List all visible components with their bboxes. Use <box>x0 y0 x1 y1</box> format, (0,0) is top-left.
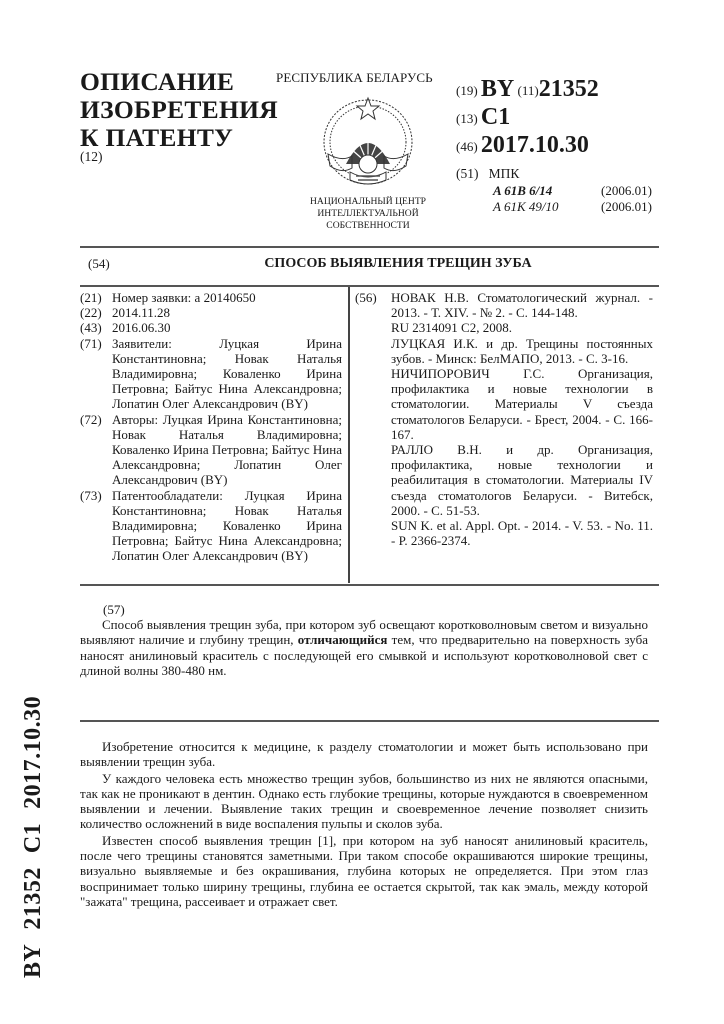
ipc-row <box>456 166 519 182</box>
title-line: ОПИСАНИЕ <box>80 67 235 96</box>
inid-code: (73) <box>80 487 102 503</box>
inid-code-19: (19) <box>456 83 478 98</box>
inid-code-13: (13) <box>456 111 478 126</box>
title-line: ИЗОБРЕТЕНИЯ <box>80 95 278 124</box>
ipc-code: A 61K 49/10 <box>493 199 559 214</box>
publication-date: 2017.10.30 <box>480 132 589 158</box>
divider <box>80 720 659 722</box>
patent-number: 21352 <box>538 76 599 102</box>
ipc-version: (2006.01) <box>601 183 652 198</box>
inid-code-56: (56) <box>355 290 377 305</box>
description-paragraph: Известен способ выявления трещин [1], при котором на зуб наносят анилиновый краситель, после чего трещины становятся заметными. При таком способе окрашиваются широкие трещины, визуально выявляемые и без окрашивания, глубина которых не определяется. При этом глаз воспринимает только ширину трещины, глубина ее остается скрытой, так как эмаль, между которой "зажата" трещина, рассеивает и отражает свет. <box>80 832 648 909</box>
filing-date: 2014.11.28 <box>112 305 171 321</box>
abstract-text-part: тем, что предварительно на поверхность зуба наносят анилиновый краситель с последующей его смывкой и используют коротковолновой свет с длиной волны 380-480 нм. <box>80 632 648 678</box>
description-paragraph: У каждого человека есть множество трещин зубов, большинство из них не являются опасными, так как не проникают в дентин. Однако есть глубокие трещины, которые нуждаются в своевременном выявлении и лечении. Выявление таких трещин и своевременное лечение позволяет снизить количество осложнений в виде воспаления пульпы и сколов зуба. <box>80 770 648 832</box>
reference-item: НОВАК Н.В. Стоматологический журнал. - 2013. - Т. XIV. - № 2. - С. 144-148. <box>391 290 653 321</box>
divider <box>80 584 659 586</box>
inid-code: (22) <box>80 305 102 321</box>
references-list <box>391 290 653 548</box>
authors: Авторы: Луцкая Ирина Константиновна; Новак Наталья Владимировна; Коваленко Ирина Петровна; Байтус Нина Александровна; Лопатин Олег Александрович (BY) <box>112 411 342 488</box>
side-country: BY <box>20 943 46 978</box>
ipc-version: (2006.01) <box>601 199 652 214</box>
cited-references <box>355 290 653 548</box>
bib-entry <box>80 412 342 488</box>
bib-entry <box>80 488 342 564</box>
coat-of-arms-icon <box>312 92 424 190</box>
publication-date-43: 2016.06.30 <box>112 320 171 336</box>
inid-code-57: (57) <box>103 602 125 617</box>
divider <box>80 285 659 287</box>
document-title <box>80 68 278 152</box>
publication-date-row <box>456 132 589 159</box>
ipc-class <box>493 183 663 199</box>
inid-code-12: (12) <box>80 149 103 164</box>
inid-code: (43) <box>80 320 102 336</box>
kind-code-row <box>456 104 510 131</box>
bib-entry <box>80 336 342 412</box>
applicants: Заявители: Луцкая Ирина Константиновна; Новак Наталья Владимировна; Коваленко Ирина Петровна; Байтус Нина Александровна; Лопатин Олег Александрович (BY) <box>112 335 342 412</box>
reference-item: SUN K. et al. Appl. Opt. - 2014. - V. 53. - No. 11. - P. 2366-2374. <box>391 518 653 549</box>
abstract-text-part: Способ выявления трещин зуба, при котором зуб освещают коротковолновым светом и визуально выявляют наличие и глубину трещин, <box>80 617 648 648</box>
column-divider <box>348 287 350 583</box>
center-name-line: НАЦИОНАЛЬНЫЙ ЦЕНТР <box>309 196 427 207</box>
country-code: BY <box>480 76 515 102</box>
divider <box>80 246 659 248</box>
ipc-label: МПК <box>488 166 520 181</box>
bibliographic-data <box>80 290 342 564</box>
title-line: К ПАТЕНТУ <box>80 123 234 152</box>
national-center-name <box>290 196 446 232</box>
ipc-class <box>493 199 663 215</box>
center-name-line: СОБСТВЕННОСТИ <box>326 220 410 231</box>
side-date: 2017.10.30 <box>20 695 46 809</box>
bib-entry <box>80 320 342 335</box>
inid-code: (72) <box>80 411 102 427</box>
bib-entry <box>80 305 342 320</box>
inid-code-51: (51) <box>456 166 479 181</box>
ipc-code: A 61B 6/14 <box>493 183 553 198</box>
side-number: 21352 <box>20 867 46 930</box>
inid-code-54: (54) <box>88 256 110 271</box>
inid-code-11: (11) <box>517 83 539 98</box>
invention-title: СПОСОБ ВЫЯВЛЕНИЯ ТРЕЩИН ЗУБА <box>264 256 532 271</box>
bib-entry <box>80 290 342 305</box>
references-entry <box>355 290 653 548</box>
republic-label: РЕСПУБЛИКА БЕЛАРУСЬ <box>276 70 433 85</box>
inid-code: (21) <box>80 290 102 305</box>
inid-code-46: (46) <box>456 139 478 154</box>
abstract-keyword: отличающийся <box>297 632 388 648</box>
inid-code: (71) <box>80 335 102 351</box>
reference-item: НИЧИПОРОВИЧ Г.С. Организация, профилактика и новые технологии в стоматологии. Материалы V съезда стоматологов Беларуси. - Брест, 2004. - С. 166-167. <box>391 366 653 442</box>
patent-holders: Патентообладатели: Луцкая Ирина Константиновна; Новак Наталья Владимировна; Коваленко Ирина Петровна; Байтус Нина Александровна; Лопатин Олег Александрович (BY) <box>112 487 342 564</box>
country-patent-number <box>456 76 599 103</box>
reference-item: ЛУЦКАЯ И.К. и др. Трещины постоянных зубов. - Минск: БелМАПО, 2013. - С. 3-16. <box>391 335 653 366</box>
description-paragraph: Изобретение относится к медицине, к разделу стоматологии и может быть использовано при выявлении трещин зуба. <box>80 739 648 770</box>
reference-item: RU 2314091 C2, 2008. <box>391 320 512 336</box>
abstract-text <box>80 617 648 678</box>
application-number: Номер заявки: а 20140650 <box>112 290 256 305</box>
reference-item: РАЛЛО В.Н. и др. Организация, профилактика, новые технологии и реабилитация в стоматологии. Материалы IV съезда стоматологов Беларуси. - Витебск, 2000. - С. 51-53. <box>391 442 653 518</box>
side-kind: C1 <box>20 822 46 854</box>
side-patent-label <box>20 682 47 978</box>
center-name-line: ИНТЕЛЛЕКТУАЛЬНОЙ <box>317 208 419 219</box>
description <box>80 739 648 909</box>
kind-code: C1 <box>480 104 511 130</box>
